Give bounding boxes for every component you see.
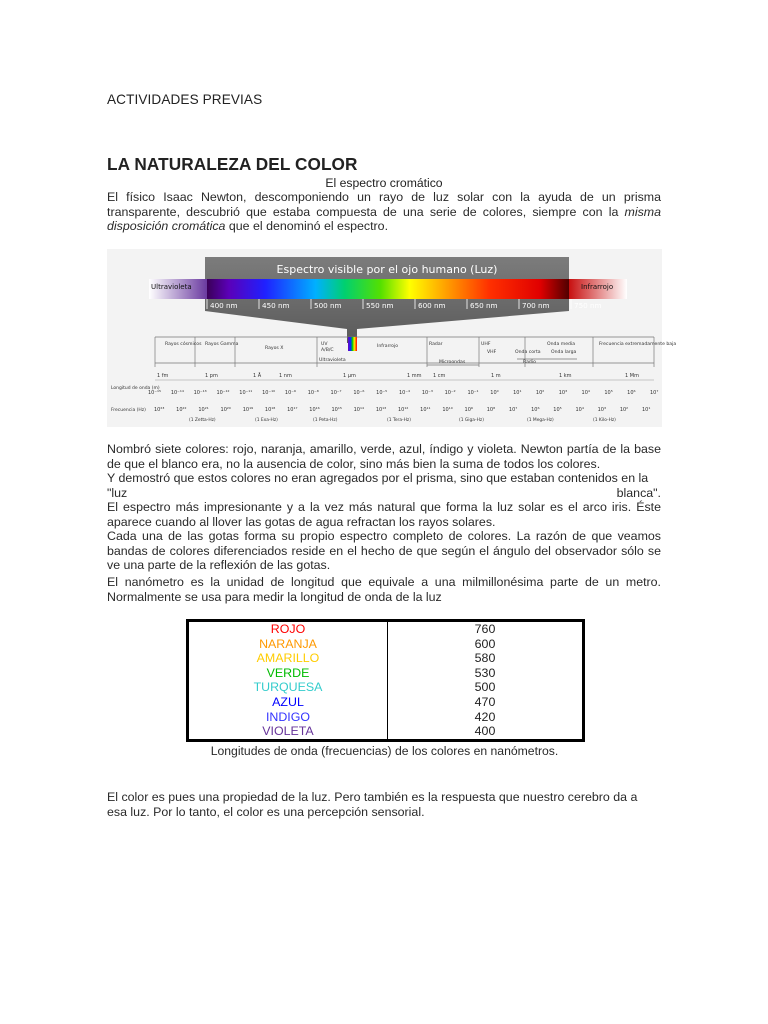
wavelength-exponent: 10⁻¹³ [193, 390, 207, 396]
length-unit-label: 1 fm [157, 373, 169, 379]
wavelength-value-cell: 400 [474, 724, 496, 739]
band-label: Frecuencia extremadamente baja [599, 342, 677, 347]
wavelength-value-cell: 500 [474, 680, 496, 695]
frequency-exponent: 10³ [597, 407, 607, 413]
nm-tick-label: 500 nm [314, 301, 342, 310]
paragraph-rainbow: El espectro más impresionante y a la vez más natural que forma la luz solar es el arco iris. Éste aparece cuando al llover las gotas de agua refractan los rayos solares. [107, 500, 661, 529]
band-label: VHF [487, 350, 497, 355]
wavelength-exponent: 10⁵ [604, 390, 613, 396]
nm-tick-label: 600 nm [418, 301, 446, 310]
frequency-exponent: 10¹⁴ [353, 407, 365, 413]
wavelength-value-cell: 530 [474, 665, 496, 680]
frequency-exponent: 10¹ [642, 407, 651, 413]
band-label: Rayos X [265, 346, 284, 351]
band-label: Rayos cósmicos [165, 342, 202, 347]
prism-quote-left: "luz [107, 486, 128, 500]
intro-emphasis: misma disposición cromática [107, 204, 661, 234]
wavelength-exponent: 10⁻⁹ [284, 390, 296, 396]
wavelength-row-label: Longitud de onda (m) [111, 386, 160, 391]
band-label: A/B/C [321, 348, 334, 353]
band-label: Infrarrojo [377, 344, 399, 349]
wavelength-exponent: 10⁻¹⁰ [262, 390, 276, 396]
nm-tick-label: 700 nm [522, 301, 550, 310]
wavelength-exponent: 10⁻¹⁴ [170, 390, 184, 396]
length-unit-label: 1 km [559, 373, 572, 379]
frequency-unit-label: (1 Giga-Hz) [459, 418, 484, 423]
frequency-exponent: 10¹⁵ [331, 407, 342, 413]
frequency-exponent: 10⁷ [508, 407, 518, 413]
length-unit-label: 1 m [491, 373, 501, 379]
color-names-column [188, 621, 388, 740]
color-name-cell: VERDE [266, 665, 310, 680]
frequency-exponent: 10¹³ [375, 407, 387, 413]
frequency-exponent: 10²² [176, 407, 187, 413]
band-label: Onda media [547, 342, 576, 347]
color-name-cell: INDIGO [265, 709, 311, 724]
color-name-cell: ROJO [270, 622, 306, 636]
page-title: LA NATURALEZA DEL COLOR [107, 154, 358, 174]
color-name-cell: TURQUESA [253, 680, 323, 695]
visible-rainbow [207, 279, 569, 299]
frequency-exponent: 10¹² [398, 407, 409, 413]
wavelength-exponent: 10⁻² [444, 390, 456, 396]
wavelength-exponent: 10⁻¹⁵ [148, 390, 162, 396]
frequency-exponent: 10²⁰ [220, 407, 231, 413]
band-label: Rayos Gamma [205, 342, 239, 347]
nm-tick-label: 750 nm [574, 301, 602, 310]
color-wavelength-table [186, 619, 585, 742]
length-unit-label: 1 μm [343, 373, 356, 379]
band-label: Ultravioleta [319, 358, 346, 363]
frequency-exponent: 10⁵ [553, 407, 562, 413]
frequency-exponent: 10¹¹ [420, 407, 431, 413]
frequency-exponent: 10¹⁷ [287, 407, 298, 413]
frequency-exponent: 10²³ [154, 407, 165, 413]
wavelength-value-cell: 580 [474, 651, 496, 666]
intro-paragraph [107, 190, 661, 234]
length-units-row [157, 372, 639, 379]
length-unit-label: 1 Mm [625, 373, 639, 379]
band-labels [165, 340, 676, 365]
prism-quote-right: blanca". [616, 486, 661, 500]
frequency-unit-label: (1 Exa-Hz) [255, 418, 278, 423]
wavelength-exponent: 10³ [558, 390, 568, 396]
length-unit-label: 1 pm [205, 373, 218, 379]
wavelength-exponent: 10⁻¹¹ [239, 390, 253, 396]
paragraph-prism-main: Y demostró que estos colores no eran agregados por el prisma, sino que estaban contenidos en la [107, 471, 649, 485]
frequency-exponent: 10⁸ [486, 407, 496, 413]
wavelength-exponent: 10¹ [513, 390, 522, 396]
spectrum-figure [107, 249, 677, 427]
frequency-row [154, 407, 650, 413]
band-label: Radar [429, 342, 443, 347]
band-label: Microondas [439, 360, 466, 365]
length-unit-label: 1 cm [433, 373, 446, 379]
wavelength-exponent: 10² [535, 390, 545, 396]
frequency-exponent: 10⁹ [464, 407, 473, 413]
wavelength-row [148, 390, 658, 396]
wavelength-values-column [388, 621, 583, 740]
color-name-cell: NARANJA [259, 636, 317, 651]
wavelength-value-cell: 760 [474, 622, 496, 636]
frequency-unit-label: (1 Zetta-Hz) [189, 418, 216, 423]
wavelength-exponent: 10⁰ [490, 390, 499, 396]
paragraph-nanometer: El nanómetro es la unidad de longitud que equivale a una milmillonésima parte de un metro. Normalmente se usa para medir la longitud de onda de la luz [107, 575, 661, 604]
wavelength-value-cell: 470 [474, 694, 496, 709]
wavelength-exponent: 10⁻⁸ [307, 390, 319, 396]
frequency-unit-label: (1 Tera-Hz) [387, 418, 411, 423]
wavelength-exponent: 10⁻¹ [467, 390, 479, 396]
length-unit-label: 1 nm [279, 373, 292, 379]
frequency-exponent: 10¹⁹ [242, 407, 254, 413]
color-name-cell: AZUL [272, 694, 304, 709]
wavelength-value-cell: 420 [474, 709, 496, 724]
nm-tick-label: 450 nm [262, 301, 290, 310]
band-label: UHF [481, 342, 491, 347]
table-caption: Longitudes de onda (frecuencias) de los colores en nanómetros. [210, 744, 559, 758]
wavelength-value-cell: 600 [474, 636, 496, 651]
nm-tick-label: 650 nm [470, 301, 498, 310]
color-name-cell: AMARILLO [256, 651, 320, 666]
infrared-label: Infrarrojo [581, 283, 614, 291]
nm-tick-label: 400 nm [210, 301, 238, 310]
wavelength-exponent: 10⁻³ [421, 390, 433, 396]
length-unit-label: 1 mm [407, 373, 422, 379]
subtitle: El espectro cromático [325, 176, 443, 190]
frequency-exponent: 10¹⁸ [264, 407, 276, 413]
nm-tick-label: 550 nm [366, 301, 394, 310]
band-label: Onda larga [551, 350, 577, 355]
paragraph-prism-split-line [107, 486, 661, 501]
wavelength-exponent: 10⁻⁶ [353, 390, 365, 396]
frequency-units-row [189, 417, 616, 423]
wavelength-exponent: 10⁶ [627, 390, 636, 396]
intro-text-after: que el denominó el espectro. [225, 219, 389, 234]
frequency-unit-label: (1 Peta-Hz) [313, 418, 338, 423]
frequency-exponent: 10²¹ [198, 407, 209, 413]
color-table-wrapper [186, 619, 585, 742]
paragraph-seven-colors: Nombró siete colores: rojo, naranja, amarillo, verde, azul, índigo y violeta. Newton partía de la base de que el blanco era, no la ausencia de color, sino más bien la suma de todos los colores. [107, 442, 661, 471]
spectrum-title: Espectro visible por el ojo humano (Luz) [276, 263, 498, 276]
wavelength-exponent: 10⁴ [581, 390, 590, 396]
length-unit-label: 1 Å [253, 373, 262, 379]
frequency-exponent: 10⁴ [575, 407, 584, 413]
wavelength-exponent: 10⁻⁵ [376, 390, 388, 396]
frequency-row-label: Frecuencia (Hz) [111, 408, 146, 413]
color-name-cell: VIOLETA [262, 724, 314, 739]
paragraph-drops: Cada una de las gotas forma su propio espectro completo de colores. La razón de que veamos bandas de colores diferenciados reside en el hecho de que según el ángulo del observador sólo se ve una parte de la reflexión de las gotas. [107, 529, 661, 573]
wavelength-exponent: 10⁷ [650, 390, 659, 396]
band-label: Onda corta [515, 350, 541, 355]
band-label: UV [321, 342, 328, 347]
frequency-unit-label: (1 Kilo-Hz) [593, 418, 616, 423]
spectrum-diagram [107, 249, 677, 427]
frequency-exponent: 10⁶ [531, 407, 540, 413]
paragraph-color-perception: El color es pues una propiedad de la luz. Pero también es la respuesta que nuestro cerebro da a esa luz. Por lo tanto, el color es una percepción sensorial. [107, 790, 638, 819]
band-label: Radio [523, 360, 536, 365]
section-heading: ACTIVIDADES PREVIAS [107, 92, 263, 107]
wavelength-exponent: 10⁻¹² [216, 390, 230, 396]
frequency-unit-label: (1 Mega-Hz) [527, 418, 554, 423]
frequency-exponent: 10² [619, 407, 629, 413]
wavelength-exponent: 10⁻⁷ [330, 390, 342, 396]
visible-slit [348, 337, 357, 351]
frequency-exponent: 10¹⁰ [442, 407, 453, 413]
intro-text-before: El físico Isaac Newton, descomponiendo un rayo de luz solar con la ayuda de un prisma transparente, descubrió que estaba compuesta de una serie de colores, siempre con la [107, 190, 661, 219]
frequency-exponent: 10¹⁶ [309, 407, 320, 413]
ultraviolet-label: Ultravioleta [151, 283, 192, 291]
wavelength-exponent: 10⁻⁴ [399, 390, 411, 396]
